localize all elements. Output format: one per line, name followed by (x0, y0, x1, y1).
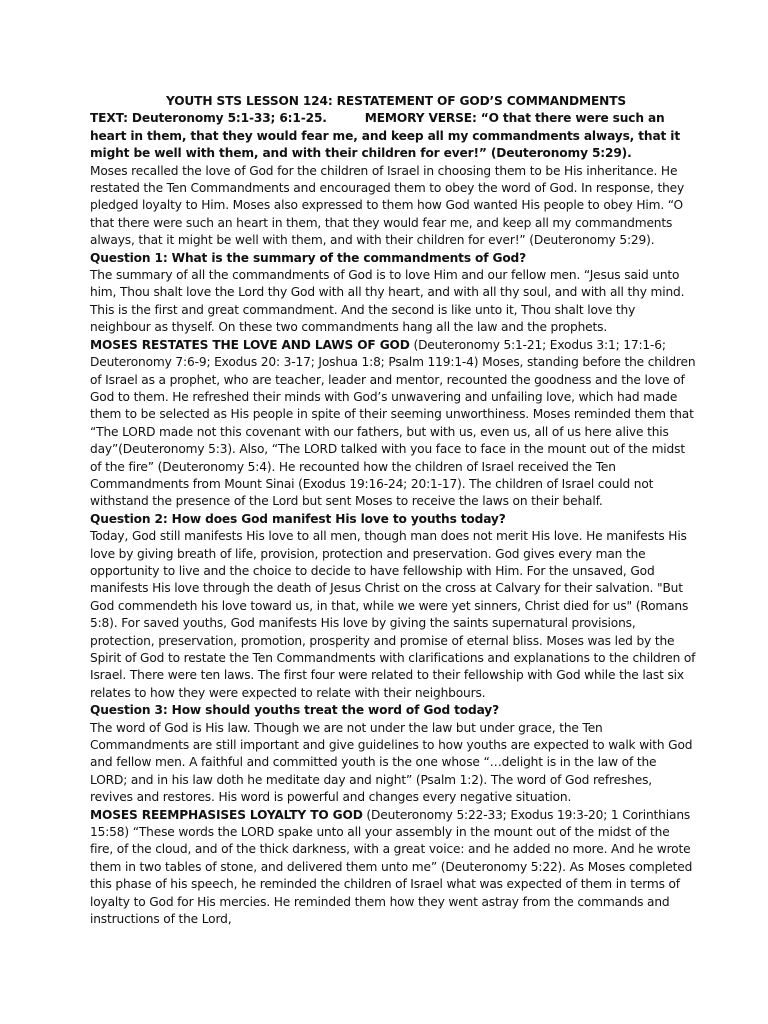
question-3: Question 3: How should youths treat the word of God today? (90, 703, 500, 718)
section-1-body: (Deuteronomy 5:1-21; Exodus 3:1; 17:1-6; Deuteronomy 7:6-9; Exodus 20: 3-17; Joshua 1:8; Psalm 119:1-4) Moses, standing before the children of Israel as a prophet, who are teacher, leader and mentor, recounted the goodness and the love of God to them. He refreshed their minds with God’s unwavering and unfailing love, which had made them to be selected as His people in spite of their seeming unworthiness. Moses reminded them that “The LORD made not this covenant with our fathers, but with us, even us, all of us here alive this day”(Deuteronomy 5:3). Also, “The LORD talked with you face to face in the mount out of the midst of the fire” (Deuteronomy 5:4). He recounted how the children of Israel received the Ten Commandments from Mount Sinai (Exodus 19:16-24; 20:1-17). The children of Israel could not withstand the presence of the Lord but sent Moses to receive the laws on their behalf. (90, 337, 696, 509)
question-1: Question 1: What is the summary of the commandments of God? (90, 250, 527, 265)
section-2 (90, 807, 696, 929)
section-1-heading: MOSES RESTATES THE LOVE AND LAWS OF GOD (90, 337, 410, 352)
answer-1: The summary of all the commandments of God is to love Him and our fellow men. “Jesus said unto him, Thou shalt love the Lord thy God with all thy heart, and with all thy soul, and with all thy mind. This is the first and great commandment. And the second is like unto it, Thou shalt love thy neighbour as thyself. On these two commandments hang all the law and the prophets. (90, 268, 685, 335)
intro-paragraph: Moses recalled the love of God for the children of Israel in choosing them to be His inheritance. He restated the Ten Commandments and encouraged them to obey the word of God. In response, they pledged loyalty to Him. Moses also expressed to them how God wanted His people to obey Him. “O that there were such an heart in them, that they would fear me, and keep all my commandments always, that it might be well with them, and with their children for ever!” (Deuteronomy 5:29). (90, 163, 685, 248)
section-2-body: (Deuteronomy 5:22-33; Exodus 19:3-20; 1 Corinthians 15:58) “These words the LORD spake unto all your assembly in the mount out of the midst of the fire, of the cloud, and of the thick darkness, with a great voice: and he added no more. And he wrote them in two tables of stone, and delivered them unto me” (Deuteronomy 5:22). As Moses completed this phase of his speech, he reminded the children of Israel what was expected of them in terms of loyalty to God for His mercies. He reminded them how they went astray from the commands and instructions of the Lord, (90, 807, 693, 927)
memory-verse: MEMORY VERSE: “O that there were such an heart in them, that they would fear me, and keep all my commandments always, that it might be well with them, and with their children for ever!” (Deuteronomy 5:29). (90, 111, 680, 161)
answer-2: Today, God still manifests His love to all men, though man does not merit His love. He manifests His love by giving breath of life, provision, protection and preservation. God gives every man the opportunity to live and the choice to decide to have fellowship with Him. For the unsaved, God manifests His love through the death of Jesus Christ on the cross at Calvary for their salvation. "But God commendeth his love toward us, in that, while we were yet sinners, Christ died for us" (Romans 5:8). For saved youths, God manifests His love by giving the saints supernatural provisions, protection, preservation, promotion, prosperity and promise of eternal bliss. Moses was led by the Spirit of God to restate the Ten Commandments with clarifications and explanations to the children of Israel. There were ten laws. The first four were related to their fellowship with God while the last six relates to how they were expected to relate with their neighbours. (90, 529, 696, 700)
section-2-heading: MOSES REEMPHASISES LOYALTY TO GOD (90, 807, 363, 822)
answer-3: The word of God is His law. Though we are not under the law but under grace, the Ten Commandments are still important and give guidelines to how youths are expected to walk with God and fellow men. A faithful and committed youth is the one whose “…delight is in the law of the LORD; and in his law doth he meditate day and night” (Psalm 1:2). The word of God refreshes, revives and restores. His word is powerful and changes every negative situation. (90, 720, 693, 805)
section-1 (90, 337, 696, 511)
text-reference: TEXT: Deuteronomy 5:1-33; 6:1-25. (90, 111, 327, 126)
lesson-title: YOUTH STS LESSON 124: RESTATEMENT OF GOD’S COMMANDMENTS (165, 94, 627, 108)
text-and-memory-verse (90, 110, 696, 162)
question-2: Question 2: How does God manifest His love to youths today? (90, 511, 506, 526)
